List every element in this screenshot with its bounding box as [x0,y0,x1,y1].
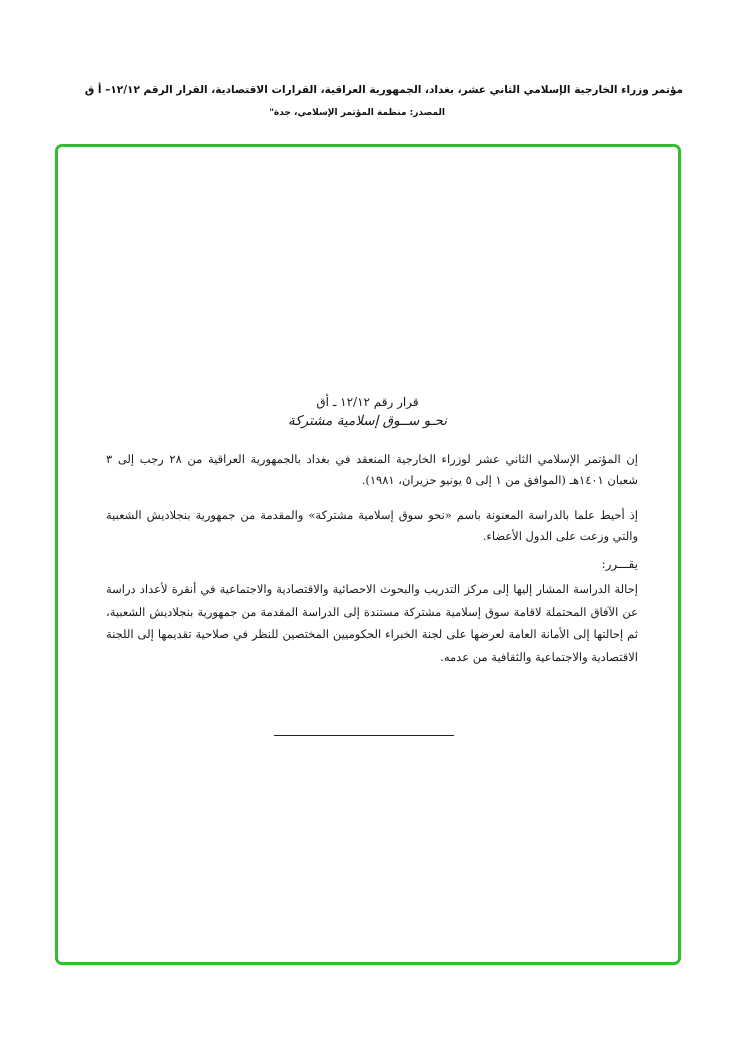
preamble-paragraph: إن المؤتمر الإسلامي الثاني عشر لوزراء الخارجية المنعقد في بغداد بالجمهورية العراقية من ٢٨ رجب إلى ٣ شعبان ١٤٠١هـ (الموافق من ١ إلى ٥ يونيو حزيران، ١٩٨١). [106,452,638,487]
resolution-title: نحـو ســوق إسلامية مشتركة [287,413,448,429]
resolution-number: قرار رقم ١٢/١٢ ـ أق [316,395,419,409]
decides-heading: يقـــرر: [601,557,638,571]
noting-paragraph: إذ أحيط علما بالدراسة المعنونة باسم «نحو سوق إسلامية مشتركة» والمقدمة من جمهورية بنجلاديش الشعبية والتي وزعت على الدول الأعضاء. [106,508,638,543]
document-frame [55,144,681,965]
document-header-source: المصدر: منظمة المؤتمر الإسلامي، جدة" [269,108,445,118]
document-header-title: مؤتمر وزراء الخارجية الإسلامي الثاني عشر، بغداد، الجمهورية العراقية، القرارات الاقتصادية، القرار الرقم ١٢/١٢– أ ق [84,84,683,96]
operative-paragraph: إحالة الدراسة المشار إليها إلى مركز التدريب والبحوث الاحصائية والاقتصادية والاجتماعية في أنقرة لأعداد دراسة عن الآفاق المحتملة لاقامة سوق إسلامية مشتركة مستندة إلى الدراسة المقدمة من جمهورية بنجلاديش الشعبية، ثم إحالتها إلى الأمانة العامة لعرضها على لجنة الخبراء الحكوميين المختصين للنظر في صلاحية تقديمها إلى اللجنة الاقتصادية والاجتماعية والثقافية من عدمه. [106,582,638,664]
closing-divider-line [274,735,454,736]
